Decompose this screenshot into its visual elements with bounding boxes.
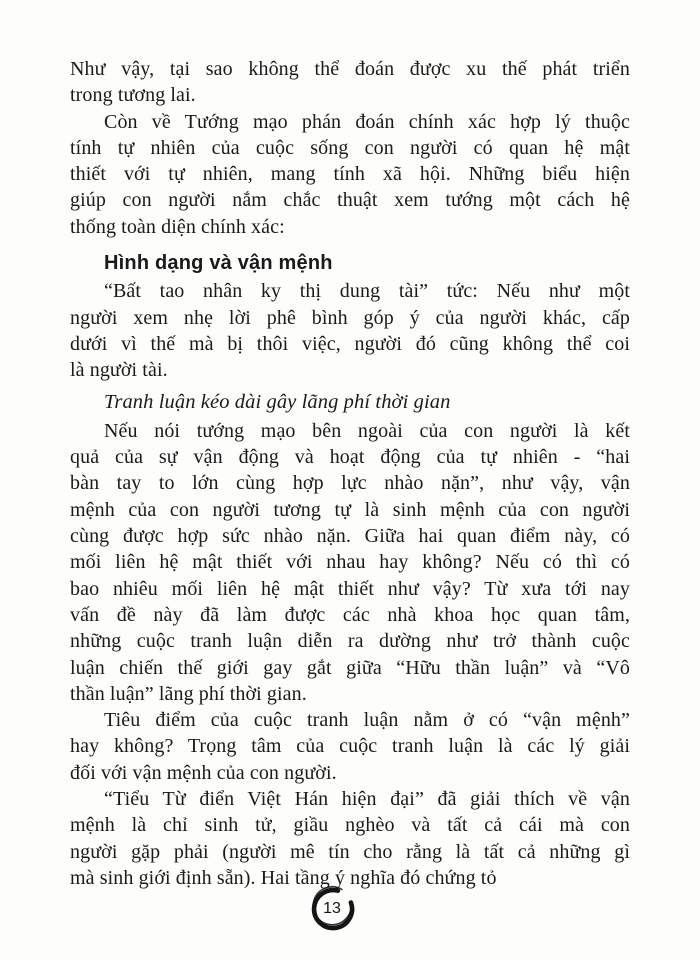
text-line: Như vậy, tại sao không thể đoán được xu thế phát triển	[70, 58, 630, 80]
text-line: bao nhiêu mối liên hệ mật thiết như vậy? Từ xưa tới nay	[70, 577, 630, 600]
text-line: người xem nhẹ lời phê bình góp ý của người khác, cấp	[70, 306, 630, 329]
text-line: thống toàn diện chính xác:	[70, 215, 285, 238]
text-line: mệnh của con người tương tự là sinh mệnh của con người	[70, 498, 630, 521]
text-line: người gặp phải (người mê tín cho rằng là tất cả những gì	[70, 840, 630, 863]
text-line: giúp con người nắm chắc thuật xem tướng một cách hệ	[70, 189, 630, 212]
text-line: thiết với tự nhiên, mang tính xã hội. Những biểu hiện	[70, 163, 630, 186]
page-number: 13	[323, 900, 341, 917]
text-line: luận chiến thế giới gay gắt giữa “Hữu thần luận” và “Vô	[70, 656, 630, 679]
page-text	[70, 56, 630, 891]
text-line: những cuộc tranh luận diễn ra dường như trở thành cuộc	[70, 630, 630, 653]
text-line: đối với vận mệnh của con người.	[70, 761, 337, 784]
paragraph	[70, 56, 630, 109]
text-line: mà sinh giới định sẵn). Hai tầng ý nghĩa đó chứng tỏ	[70, 866, 497, 889]
text-line: Còn về Tướng mạo phán đoán chính xác hợp lý thuộc	[104, 110, 630, 133]
text-line: dưới vì thế mà bị thôi việc, người đó cũng không thể coi	[70, 332, 630, 355]
text-line: thần luận” lãng phí thời gian.	[70, 682, 307, 705]
paragraph	[70, 278, 630, 383]
section-heading	[70, 250, 630, 276]
text-line: Tiêu điểm của cuộc tranh luận nằm ở có “vận mệnh”	[104, 709, 630, 732]
text-line: cùng được hợp sức nhào nặn. Giữa hai quan điểm này, có	[70, 525, 630, 548]
paragraph	[70, 109, 630, 240]
page-number-badge	[309, 884, 357, 934]
text-line: hay không? Trọng tâm của cuộc tranh luận là các lý giải	[70, 735, 630, 758]
text-line: Hình dạng và vận mệnh	[104, 252, 333, 275]
subsection-heading	[70, 389, 630, 415]
text-line: “Tiểu Từ điển Việt Hán hiện đại” đã giải thích về vận	[104, 788, 630, 811]
text-line: bàn tay to lớn cùng hợp lực nhào nặn”, như vậy, vận	[70, 472, 630, 495]
text-line: vấn đề này đã làm được các nhà khoa học quan tâm,	[70, 603, 630, 626]
text-line: quả của sự vận động và hoạt động của tự nhiên - “hai	[70, 446, 630, 469]
text-line: “Bất tao nhân ky thị dung tài” tức: Nếu như một	[104, 280, 630, 303]
paragraph	[70, 707, 630, 786]
text-line: Nếu nói tướng mạo bên ngoài của con người là kết	[104, 419, 630, 442]
paragraph	[70, 786, 630, 891]
text-line: mối liên hệ mật thiết với nhau hay không? Nếu có thì có	[70, 551, 630, 574]
text-line: là người tài.	[70, 359, 168, 382]
text-line: tính tự nhiên của cuộc sống con người có quan hệ mật	[70, 136, 630, 159]
paragraph	[70, 418, 630, 707]
text-line: trong tương lai.	[70, 84, 196, 107]
text-line: mệnh là chỉ sinh tử, giầu nghèo và tất cả cái mà con	[70, 814, 630, 837]
text-line: Tranh luận kéo dài gây lãng phí thời gian	[104, 390, 451, 413]
